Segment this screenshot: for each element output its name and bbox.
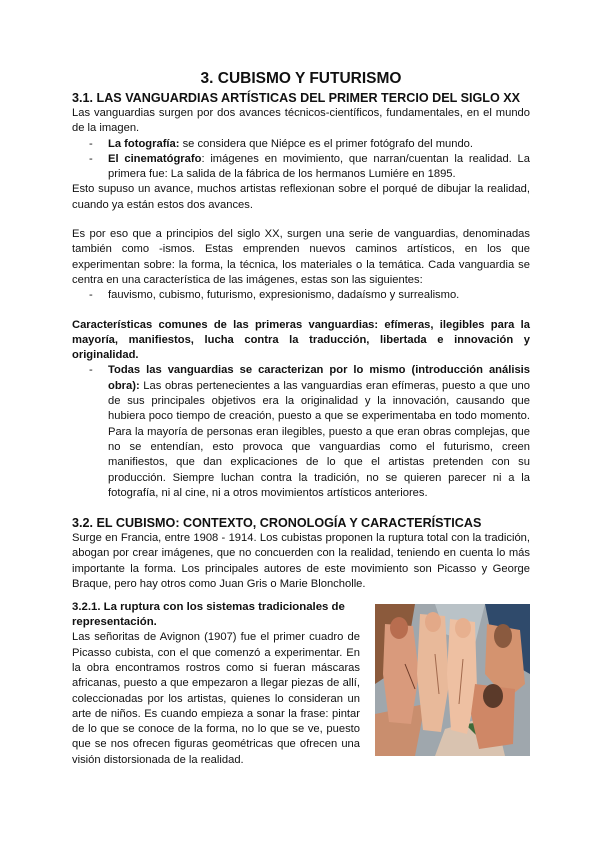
section-3-2-1-text: Las señoritas de Avignon (1907) fue el primer cuadro de Picasso cubista, con el que comenzó a experimentar. En la obra encontramos rostros como si fueran máscaras africanas, puesto a que empezaron a llegar piezas de allí, coleccionadas por los artistas, quienes lo consideran un arte de niños. Es cuando empieza a sonar la frase: pintar de lo que se conoce de la forma, no lo que se ve, puesto que se nos ofrecen figuras geométricas que ofrecen una visión distorsionada de la realidad. bbox=[72, 631, 360, 766]
section-3-2-1 bbox=[72, 600, 530, 768]
isms-list bbox=[72, 288, 530, 303]
section-3-1-heading: 3.1. LAS VANGUARDIAS ARTÍSTICAS DEL PRIMER TERCIO DEL SIGLO XX bbox=[72, 91, 521, 105]
document-page bbox=[72, 70, 530, 768]
les-demoiselles-image bbox=[375, 604, 530, 756]
section-3-1-after: Esto supuso un avance, muchos artistas reflexionan sobre el porqué de dibujar la realidad, cuando ya están estos dos avances. bbox=[72, 183, 530, 211]
common-characteristics-list bbox=[72, 363, 530, 501]
advances-list bbox=[72, 137, 530, 183]
common-characteristics-heading: Características comunes de las primeras vanguardias: efímeras, ilegibles para la mayoría, manifiestos, lucha contra la traducción, libertada e innovación y originalidad. bbox=[72, 318, 530, 362]
section-3-2-text: Surge en Francia, entre 1908 - 1914. Los cubistas proponen la ruptura total con la tradición, abogan por crear imágenes, que no concuerden con la realidad, teniendo en cuenta lo más importante la forma. Los principales autores de este movimiento son Picasso y George Braque, pero hay otros como Juan Gris o Marie Bloncholle. bbox=[72, 532, 530, 591]
page-title: 3. CUBISMO Y FUTURISMO bbox=[200, 70, 402, 87]
section-3-1-para2: Es por eso que a principios del siglo XX, surgen una serie de vanguardias, denominadas también como -ismos. Estas emprenden nuevos caminos artísticos, en los que experimentan sobre: la forma, la técnica, los materiales o la temática. Cada vanguardia se centra en una característica de las imágenes, estas son las siguientes: bbox=[72, 228, 530, 286]
list-item: - fauvismo, cubismo, futurismo, expresionismo, dadaísmo y surrealismo. bbox=[89, 289, 460, 302]
section-3-2-heading: 3.2. EL CUBISMO: CONTEXTO, CRONOLOGÍA Y CARACTERÍSTICAS bbox=[72, 516, 482, 531]
list-item: - La fotografía: se considera que Niépce es el primer fotógrafo del mundo. bbox=[89, 137, 474, 150]
list-item: - Todas las vanguardias se caracterizan por lo mismo (introducción análisis obra): Las obras pertenecientes a las vanguardias eran efímeras, puesto a que uno de sus principales objetivos era la originalidad y la innovación, causando que hubiera poco tiempo de creación, puesto a que se experimentaba en todo momento. Para la mayoría de personas eran ilegibles, puesto a que eran obras complejas, que no se entendían, esto provoca que vanguardias como el futurismo, creen manifiestos, que dan explicaciones de lo que el artistas pretenden con su producción. Siempre luchan contra la tradición, no se quieren parecer ni a la fotografía, ni al cine, ni a otros movimientos artísticos anteriores. bbox=[89, 364, 530, 499]
painting-image bbox=[375, 604, 530, 756]
list-item: - El cinematógrafo: imágenes en movimiento, que narran/cuentan la realidad. La primera fue: La salida de la fábrica de los hermanos Lumiére en 1895. bbox=[89, 152, 530, 181]
section-3-1-intro: Las vanguardias surgen por dos avances técnicos-científicos, fundamentales, en el mundo de la imagen. bbox=[72, 107, 530, 135]
section-3-2-1-heading: 3.2.1. La ruptura con los sistemas tradicionales de representación. bbox=[72, 601, 345, 629]
